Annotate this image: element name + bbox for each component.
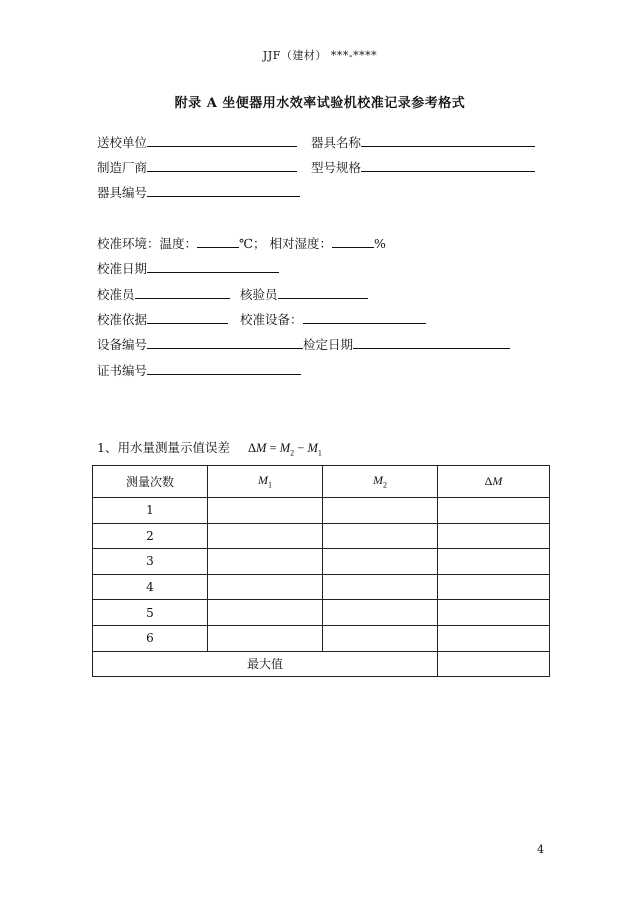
max-value-label: 最大值: [93, 651, 438, 677]
table-row: [93, 625, 550, 651]
page-number: 4: [537, 843, 544, 856]
record-table: [92, 465, 550, 677]
cell-max-value[interactable]: [438, 651, 550, 677]
header-m2-symbol: M: [373, 473, 383, 488]
field-cert-no: [97, 361, 301, 379]
section-heading-text: 1、用水量测量示值误差: [97, 440, 230, 455]
field-sender-unit: [97, 133, 297, 151]
cert-no-label: 证书编号: [97, 363, 148, 378]
verifier-label: 核验员: [240, 287, 278, 302]
field-manufacturer: [97, 158, 297, 176]
header-delta-symbol: Δ: [484, 474, 493, 488]
table-row: [93, 549, 550, 575]
cell-m2[interactable]: [323, 498, 438, 524]
field-instrument-no: [97, 183, 300, 201]
cert-no-blank[interactable]: [147, 362, 301, 375]
humidity-label: 相对湿度：: [269, 236, 332, 251]
equipment-no-label: 设备编号: [97, 337, 148, 352]
cell-m2[interactable]: [323, 625, 438, 651]
cell-delta-m[interactable]: [438, 600, 550, 626]
row-index: 5: [93, 600, 208, 626]
header-m1-symbol: M: [258, 473, 268, 488]
equipment-no-blank[interactable]: [147, 336, 303, 349]
cell-m1[interactable]: [208, 574, 323, 600]
sender-unit-label: 送校单位: [97, 135, 148, 150]
manufacturer-blank[interactable]: [147, 159, 297, 172]
cell-m1[interactable]: [208, 498, 323, 524]
model-spec-label: 型号规格: [311, 160, 362, 175]
humidity-blank[interactable]: [332, 235, 374, 248]
calibrator-label: 校准员: [97, 287, 135, 302]
page-header: JJF（建材） ***-****: [262, 49, 378, 62]
cell-m2[interactable]: [323, 523, 438, 549]
header-measure-count: 测量次数: [93, 466, 208, 498]
env-label: 校准环境：温度：: [97, 236, 198, 251]
sender-unit-blank[interactable]: [147, 134, 297, 147]
field-equipment-no: [97, 335, 303, 353]
section-heading: [97, 438, 322, 458]
formula-m: M: [256, 441, 267, 455]
calibrator-blank[interactable]: [135, 286, 230, 299]
table-row: [93, 600, 550, 626]
equipment-blank[interactable]: [303, 311, 426, 324]
check-date-label: 检定日期: [303, 337, 354, 352]
temp-unit: ℃；: [239, 236, 266, 251]
error-formula: [247, 441, 322, 458]
table-max-row: [93, 651, 550, 677]
formula-m1: M: [307, 441, 318, 455]
header-m1-sub: 1: [268, 480, 272, 490]
field-model-spec: [311, 158, 535, 176]
row-index: 2: [93, 523, 208, 549]
cell-m2[interactable]: [323, 549, 438, 575]
cell-delta-m[interactable]: [438, 574, 550, 600]
field-verifier: [240, 285, 368, 303]
cell-delta-m[interactable]: [438, 549, 550, 575]
field-check-date: [303, 335, 510, 353]
table-header-row: [93, 466, 550, 498]
formula-sub1: 1: [317, 448, 322, 458]
header-delta-m-symbol: M: [492, 474, 503, 488]
header-m2-sub: 2: [383, 480, 387, 490]
row-index: 3: [93, 549, 208, 575]
temperature-blank[interactable]: [197, 235, 239, 248]
cell-m1[interactable]: [208, 600, 323, 626]
cell-m2[interactable]: [323, 600, 438, 626]
field-calibrator: [97, 285, 230, 303]
header-m1: [208, 466, 323, 498]
formula-delta: Δ: [247, 441, 256, 455]
header-delta-m: [438, 466, 550, 498]
cell-delta-m[interactable]: [438, 498, 550, 524]
field-environment: [97, 234, 386, 252]
instrument-no-blank[interactable]: [147, 184, 300, 197]
formula-equals: =: [269, 441, 277, 455]
cell-delta-m[interactable]: [438, 523, 550, 549]
table-row: [93, 574, 550, 600]
table-row: [93, 498, 550, 524]
cell-m1[interactable]: [208, 549, 323, 575]
field-basis: [97, 310, 228, 328]
equipment-label: 校准设备：: [240, 312, 303, 327]
row-index: 6: [93, 625, 208, 651]
basis-blank[interactable]: [147, 311, 228, 324]
humidity-unit: %: [374, 236, 386, 251]
cell-m1[interactable]: [208, 523, 323, 549]
check-date-blank[interactable]: [353, 336, 510, 349]
formula-minus: −: [297, 441, 305, 455]
field-equipment: [240, 310, 426, 328]
instrument-no-label: 器具编号: [97, 185, 148, 200]
manufacturer-label: 制造厂商: [97, 160, 148, 175]
verifier-blank[interactable]: [278, 286, 368, 299]
row-index: 1: [93, 498, 208, 524]
calib-date-label: 校准日期: [97, 261, 148, 276]
field-instrument-name: [311, 133, 535, 151]
instrument-name-blank[interactable]: [361, 134, 535, 147]
instrument-name-label: 器具名称: [311, 135, 362, 150]
formula-m2: M: [279, 441, 291, 455]
cell-m1[interactable]: [208, 625, 323, 651]
field-calib-date: [97, 259, 279, 277]
header-m2: [323, 466, 438, 498]
appendix-title: 附录 A 坐便器用水效率试验机校准记录参考格式: [174, 96, 466, 111]
basis-label: 校准依据: [97, 312, 148, 327]
cell-m2[interactable]: [323, 574, 438, 600]
row-index: 4: [93, 574, 208, 600]
model-spec-blank[interactable]: [361, 159, 535, 172]
cell-delta-m[interactable]: [438, 625, 550, 651]
formula-sub2: 2: [290, 448, 295, 458]
calib-date-blank[interactable]: [147, 260, 279, 273]
table-row: [93, 523, 550, 549]
